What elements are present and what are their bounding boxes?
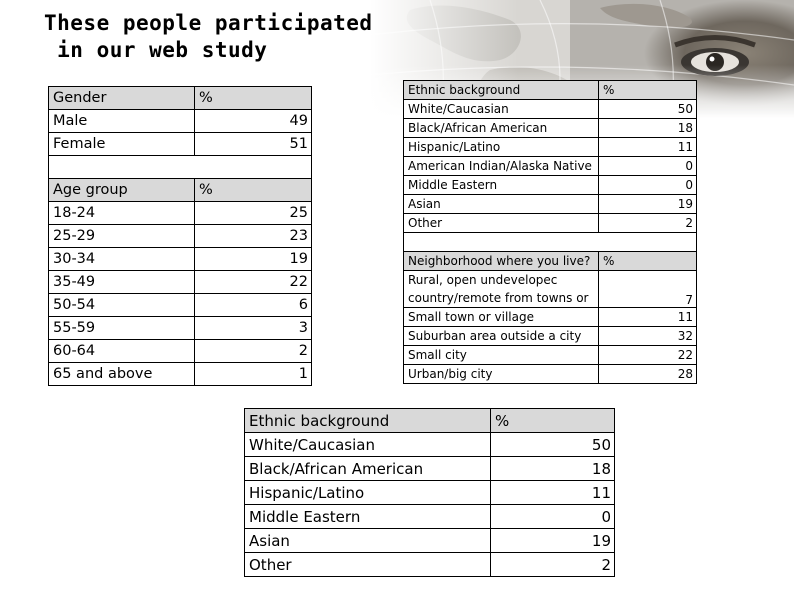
row-label: White/Caucasian	[404, 100, 599, 119]
ethnic-neighborhood-table	[403, 80, 697, 384]
table-header-row	[49, 87, 312, 110]
row-value: 19	[491, 529, 615, 553]
table-row	[404, 176, 697, 195]
table-row	[404, 214, 697, 233]
table-row	[49, 317, 312, 340]
table-row	[404, 157, 697, 176]
row-value: 6	[195, 294, 312, 317]
table-row	[49, 340, 312, 363]
row-value: 7	[599, 271, 697, 308]
ethnic-pct-header: %	[599, 81, 697, 100]
gender-header: Gender	[49, 87, 195, 110]
age-header: Age group	[49, 179, 195, 202]
row-label: Rural, open undevelopec country/remote from towns or	[404, 271, 599, 308]
table-row	[49, 294, 312, 317]
row-value: 0	[599, 157, 697, 176]
row-label: Hispanic/Latino	[245, 481, 491, 505]
table-row	[404, 327, 697, 346]
row-value: 11	[599, 138, 697, 157]
row-value: 23	[195, 225, 312, 248]
row-value: 11	[491, 481, 615, 505]
table-row	[404, 195, 697, 214]
table-row	[245, 505, 615, 529]
table-row	[49, 110, 312, 133]
table-header-row	[49, 179, 312, 202]
row-label: Hispanic/Latino	[404, 138, 599, 157]
row-value: 32	[599, 327, 697, 346]
spacer-row	[404, 233, 697, 252]
row-label: Small town or village	[404, 308, 599, 327]
row-label: 60-64	[49, 340, 195, 363]
table-row	[49, 225, 312, 248]
row-label: Other	[245, 553, 491, 577]
row-value: 19	[195, 248, 312, 271]
row-label: 18-24	[49, 202, 195, 225]
neighborhood-pct-header: %	[599, 252, 697, 271]
spacer-row	[49, 156, 312, 179]
row-label: Suburban area outside a city	[404, 327, 599, 346]
row-value: 51	[195, 133, 312, 156]
age-pct-header: %	[195, 179, 312, 202]
table-row	[404, 138, 697, 157]
row-label: 25-29	[49, 225, 195, 248]
row-label: Urban/big city	[404, 365, 599, 384]
row-value: 3	[195, 317, 312, 340]
spacer-cell	[49, 156, 312, 179]
row-label: Other	[404, 214, 599, 233]
row-label: 30-34	[49, 248, 195, 271]
row-value: 2	[491, 553, 615, 577]
row-value: 11	[599, 308, 697, 327]
row-label: 55-59	[49, 317, 195, 340]
title-line-1: These people participated	[44, 11, 373, 35]
table-header-row	[245, 409, 615, 433]
gender-pct-header: %	[195, 87, 312, 110]
row-value: 49	[195, 110, 312, 133]
table-row	[245, 553, 615, 577]
ethnic-pct-header: %	[491, 409, 615, 433]
ethnic-header: Ethnic background	[404, 81, 599, 100]
table-row	[404, 119, 697, 138]
table-row	[245, 481, 615, 505]
row-value: 19	[599, 195, 697, 214]
spacer-cell	[404, 233, 697, 252]
table-row	[49, 133, 312, 156]
page-title	[44, 10, 373, 64]
row-label: Black/African American	[404, 119, 599, 138]
row-value: 22	[195, 271, 312, 294]
table-row	[404, 346, 697, 365]
ethnic-header: Ethnic background	[245, 409, 491, 433]
table-row	[245, 529, 615, 553]
row-value: 0	[599, 176, 697, 195]
row-label: 35-49	[49, 271, 195, 294]
row-label: 65 and above	[49, 363, 195, 386]
table-row	[49, 363, 312, 386]
row-label: 50-54	[49, 294, 195, 317]
row-label: Black/African American	[245, 457, 491, 481]
row-value: 2	[195, 340, 312, 363]
table-row	[404, 308, 697, 327]
row-value: 22	[599, 346, 697, 365]
neighborhood-header: Neighborhood where you live?	[404, 252, 599, 271]
table-header-row	[404, 252, 697, 271]
table-row	[49, 271, 312, 294]
table-row	[404, 271, 697, 308]
row-value: 1	[195, 363, 312, 386]
ethnic-background-table-large	[244, 408, 615, 577]
row-label: Asian	[245, 529, 491, 553]
row-value: 50	[491, 433, 615, 457]
row-label: Middle Eastern	[245, 505, 491, 529]
table-row	[49, 202, 312, 225]
row-value: 50	[599, 100, 697, 119]
table-row	[245, 457, 615, 481]
row-value: 25	[195, 202, 312, 225]
row-value: 28	[599, 365, 697, 384]
table-row	[245, 433, 615, 457]
gender-age-table	[48, 86, 312, 386]
row-label: White/Caucasian	[245, 433, 491, 457]
row-value: 18	[491, 457, 615, 481]
table-row	[404, 365, 697, 384]
row-label: Male	[49, 110, 195, 133]
row-label: Asian	[404, 195, 599, 214]
table-row	[404, 100, 697, 119]
title-line-2: in our web study	[44, 38, 268, 62]
row-value: 18	[599, 119, 697, 138]
row-value: 2	[599, 214, 697, 233]
row-value: 0	[491, 505, 615, 529]
row-label: American Indian/Alaska Native	[404, 157, 599, 176]
row-label: Middle Eastern	[404, 176, 599, 195]
table-header-row	[404, 81, 697, 100]
table-row	[49, 248, 312, 271]
row-label: Female	[49, 133, 195, 156]
row-label: Small city	[404, 346, 599, 365]
